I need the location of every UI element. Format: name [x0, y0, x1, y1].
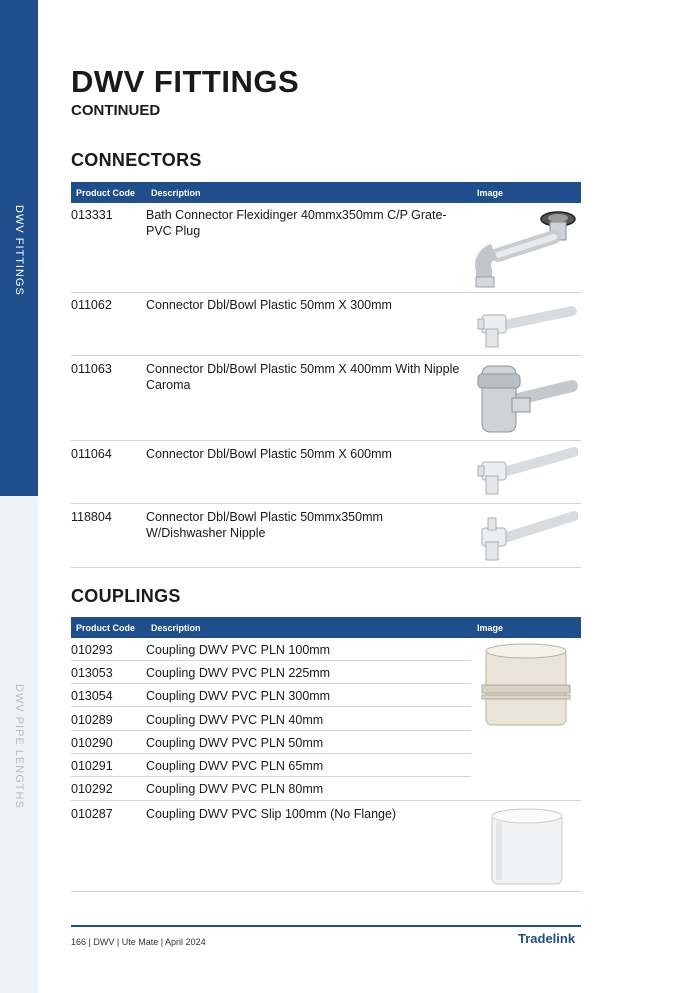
product-code: 013054 [71, 689, 113, 703]
sidebar-label-dwv-pipe-lengths: DWV PIPE LENGTHS [13, 684, 25, 809]
bath-connector-image [474, 207, 580, 294]
product-code: 010287 [71, 807, 113, 821]
row-divider [71, 503, 581, 504]
product-code: 013053 [71, 666, 113, 680]
row-divider [71, 660, 471, 661]
product-description: Coupling DWV PVC PLN 225mm [146, 666, 331, 680]
connectors-table-header [71, 182, 581, 203]
product-description: Coupling DWV PVC PLN 40mm [146, 713, 324, 727]
footer-divider [71, 925, 581, 927]
product-description: Coupling DWV PVC Slip 100mm (No Flange) [146, 807, 397, 821]
sidebar-label-dwv-fittings: DWV FITTINGS [13, 205, 25, 296]
product-code: 118804 [71, 510, 112, 524]
product-description: Connector Dbl/Bowl Plastic 50mm X 300mm [146, 298, 392, 312]
product-code: 011062 [71, 298, 112, 312]
product-description: Connector Dbl/Bowl Plastic 50mm X 400mm With Nipple Caroma [146, 362, 460, 392]
product-code: 011063 [71, 362, 112, 376]
row-divider [71, 706, 471, 707]
product-code: 010290 [71, 736, 113, 750]
row-divider [71, 776, 471, 777]
footer-text: 166 | DWV | Ute Mate | April 2024 [71, 937, 206, 947]
product-description: Coupling DWV PVC PLN 50mm [146, 736, 324, 750]
row-divider [71, 730, 471, 731]
row-divider [71, 800, 581, 801]
product-code: 013331 [71, 208, 113, 222]
product-code: 010289 [71, 713, 113, 727]
row-divider [71, 292, 581, 293]
product-description: Bath Connector Flexidinger 40mmx350mm C/P Grate- PVC Plug [146, 208, 447, 238]
page-title: DWV FITTINGS [71, 64, 300, 99]
product-code: 010293 [71, 643, 113, 657]
row-divider [71, 683, 471, 684]
dishwasher-connector-image [474, 508, 578, 569]
row-divider [71, 440, 581, 441]
product-description: Coupling DWV PVC PLN 80mm [146, 782, 324, 796]
column-header-image: Image [477, 623, 504, 633]
connectors-heading: CONNECTORS [71, 150, 202, 170]
couplings-table-header [71, 617, 581, 638]
tradelink-logo: Tradelink [518, 931, 576, 946]
product-description: Connector Dbl/Bowl Plastic 50mmx350mm W/Dishwasher Nipple [146, 510, 383, 540]
page-subtitle: CONTINUED [71, 102, 161, 119]
product-description: Coupling DWV PVC PLN 65mm [146, 759, 324, 773]
product-description: Coupling DWV PVC PLN 300mm [146, 689, 331, 703]
column-header-description: Description [151, 188, 201, 198]
column-header-code: Product Code [76, 188, 136, 198]
product-code: 010291 [71, 759, 113, 773]
row-divider [71, 567, 581, 568]
connector-with-nipple-image [474, 360, 580, 441]
row-divider [71, 891, 581, 892]
row-divider [71, 355, 581, 356]
double-bowl-connector-image [474, 297, 578, 356]
product-description: Coupling DWV PVC PLN 100mm [146, 643, 331, 657]
product-description: Connector Dbl/Bowl Plastic 50mm X 600mm [146, 447, 392, 461]
column-header-image: Image [477, 188, 504, 198]
product-code: 010292 [71, 782, 113, 796]
couplings-heading: COUPLINGS [71, 586, 181, 606]
column-header-description: Description [151, 623, 201, 633]
column-header-code: Product Code [76, 623, 136, 633]
double-bowl-connector-image [474, 444, 578, 503]
slip-coupling-image [488, 806, 566, 893]
row-divider [71, 753, 471, 754]
product-code: 011064 [71, 447, 112, 461]
coupling-image [480, 641, 572, 738]
